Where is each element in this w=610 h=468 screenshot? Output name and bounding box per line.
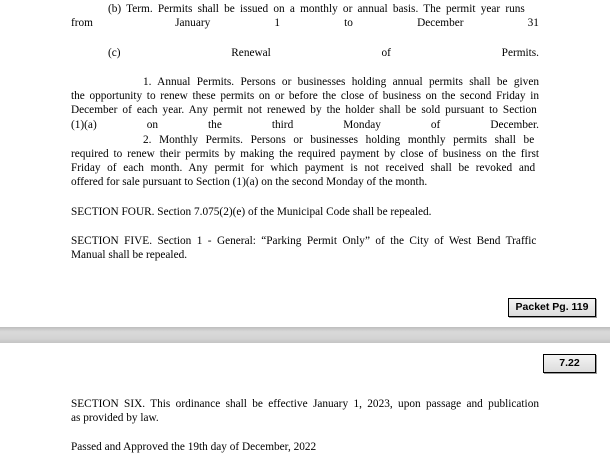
monthly-permits-line-2: required to renew their permits by making the required payment by close of business on the first	[71, 148, 539, 160]
annual-word: of	[430, 119, 441, 131]
packet-page-badge: Packet Pg. 119	[508, 298, 596, 317]
term-word: to	[344, 17, 353, 29]
section-five-line-2: Manual shall be repealed.	[71, 249, 188, 261]
term-word: 31	[527, 17, 539, 29]
section-six-line-2: as provided by law.	[71, 412, 159, 424]
term-word: 1	[274, 17, 281, 29]
term-word: from	[71, 17, 93, 29]
annual-word: Monday	[343, 119, 381, 131]
term-word: January	[175, 17, 211, 29]
annual-word: third	[271, 119, 294, 131]
renewal-word: (c)	[108, 47, 121, 59]
renewal-word: Permits.	[501, 47, 539, 59]
annual-permits-line-3: December of each year. Any permit not renewed by the holder shall be sold pursuant to Section	[71, 104, 537, 116]
annual-word: (1)(a)	[71, 119, 97, 131]
document-page-2	[0, 343, 610, 468]
annual-word: December.	[490, 119, 539, 131]
monthly-permits-line-1: 2. Monthly Permits. Persons or businesses holding monthly permits shall be	[143, 134, 535, 146]
annual-permits-line-4	[71, 118, 539, 132]
term-paragraph-line-2	[71, 16, 539, 30]
renewal-word: Renewal	[231, 47, 271, 59]
section-five-line-1: SECTION FIVE. Section 1 - General: “Parking Permit Only” of the City of West Bend Traffic	[71, 235, 537, 247]
annual-permits-line-1: 1. Annual Permits. Persons or businesses holding annual permits shall be given	[143, 76, 539, 88]
section-four: SECTION FOUR. Section 7.075(2)(e) of the Municipal Code shall be repealed.	[71, 206, 432, 218]
renewal-heading	[108, 46, 539, 60]
annual-word: the	[208, 119, 222, 131]
page-divider	[0, 327, 610, 343]
annual-word: on	[146, 119, 159, 131]
monthly-permits-line-4: offered for sale pursuant to Section (1)(a) on the second Monday of the month.	[71, 176, 428, 188]
annual-permits-line-2: the opportunity to renew these permits on or before the close of business on the second Friday in	[71, 90, 539, 102]
agenda-item-badge: 7.22	[543, 354, 596, 373]
term-paragraph-line-1: (b) Term. Permits shall be issued on a monthly or annual basis. The permit year runs	[108, 3, 525, 15]
passed-approved-line: Passed and Approved the 19th day of December, 2022	[71, 441, 317, 453]
renewal-word: of	[381, 47, 391, 59]
section-six-line-1: SECTION SIX. This ordinance shall be effective January 1, 2023, upon passage and publication	[71, 398, 539, 410]
monthly-permits-line-3: Friday of each month. Any permit for which payment is not received shall be revoked and	[71, 162, 536, 174]
term-word: December	[417, 17, 464, 29]
